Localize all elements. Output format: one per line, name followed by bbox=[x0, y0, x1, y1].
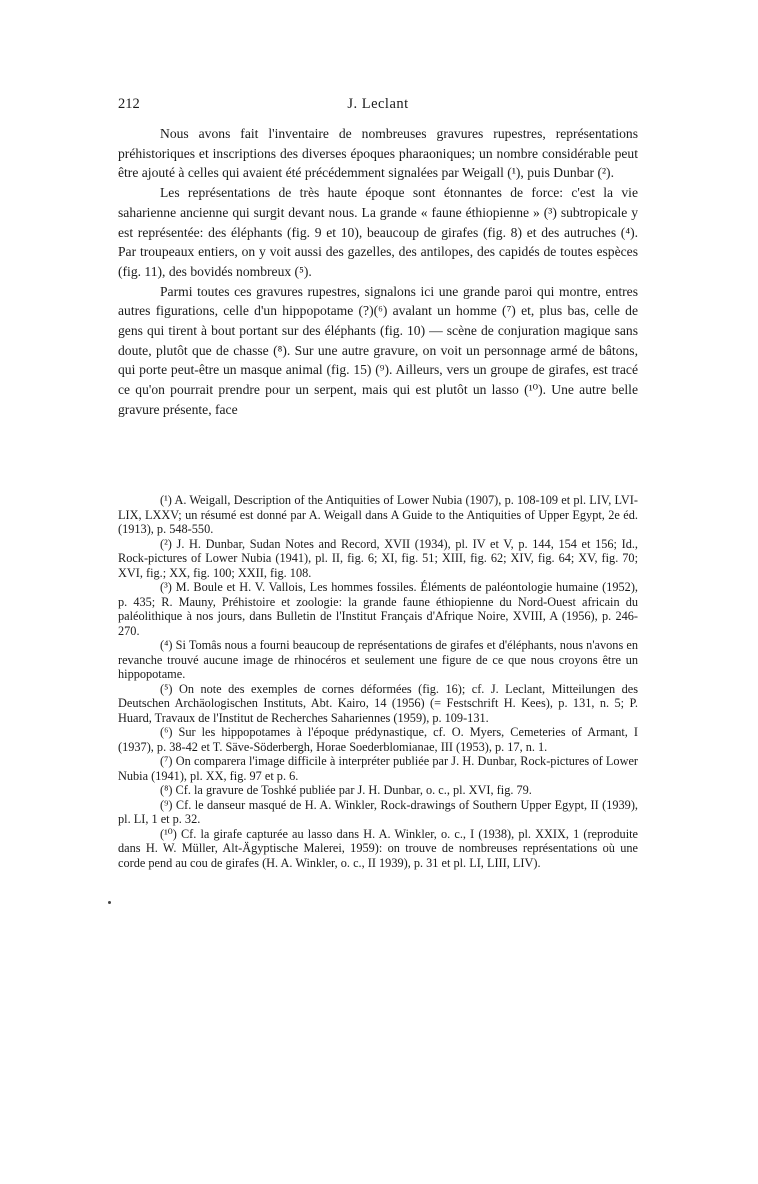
paragraph: Les représentations de très haute époque sont étonnantes de force: c'est la vie saharienne ancienne qui surgit devant nous. La grande « faune éthiopienne » (³) subtropicale y est représentée: des éléphants (fig. 9 et 10), beaucoup de girafes (fig. 8) et des autruches (⁴). Par troupeaux entiers, on y voit aussi des gazelles, des antilopes, des capidés de toutes espèces (fig. 11), des bovidés nombreux (⁵). bbox=[118, 185, 638, 279]
paragraph: Nous avons fait l'inventaire de nombreuses gravures rupestres, représentations préhistoriques et inscriptions des diverses époques pharaoniques; un nombre considérable peut être ajouté à celles qui avaient été précédemment signalées par Weigall (¹), puis Dunbar (²). bbox=[118, 126, 638, 181]
footnote: (⁵) On note des exemples de cornes déformées (fig. 16); cf. J. Leclant, Mitteilungen des Deutschen Archäologischen Instituts, Abt. Kairo, 14 (1956) (= Festschrift H. Kees), p. 131, n. 5; P. Huard, Travaux de l'Institut de Recherches Sahariennes (1959), p. 109-131. bbox=[118, 681, 638, 725]
running-title: J. Leclant bbox=[347, 96, 409, 112]
footnote: (⁷) On comparera l'image difficile à interpréter publiée par J. H. Dunbar, Rock-pictures of Lower Nubia (1941), pl. XX, fig. 97 et p. 6. bbox=[118, 754, 638, 783]
paragraph: Parmi toutes ces gravures rupestres, signalons ici une grande paroi qui montre, entres autres figurations, celle d'un hippopotame (?)(⁶) avalant un homme (⁷) et, plus bas, celle de gens qui tirent à bout portant sur des éléphants (fig. 10) — scène de conjuration magique sans doute, plutôt que de chasse (⁸). Sur une autre gravure, on voit un personnage armé de bâtons, qui porte peut-être un masque animal (fig. 15) (⁹). Ailleurs, vers un groupe de girafes, est tracé ce qu'on pourrait prendre pour un serpent, mais qui est plutôt un lasso (¹⁰). Une autre belle gravure présente, face bbox=[118, 283, 638, 417]
footnote: (¹⁰) Cf. la girafe capturée au lasso dans H. A. Winkler, o. c., I (1938), pl. XXIX, 1 (reproduite dans H. W. Müller, Alt-Ägyptische Malerei, 1959): on trouve de nombreuses représentations où une corde pend au cou de girafes (H. A. Winkler, o. c., II 1939), p. 31 et pl. LI, LIII, LIV). bbox=[118, 826, 638, 870]
running-header bbox=[118, 96, 638, 116]
page-number: 212 bbox=[118, 96, 140, 112]
footnote: (³) M. Boule et H. V. Vallois, Les hommes fossiles. Éléments de paléontologie humaine (1952), p. 435; R. Mauny, Préhistoire et zoologie: la grande faune éthiopienne du Nord-Ouest africain du paléolithique à nos jours, dans Bulletin de l'Institut Français d'Afrique Noire, XVIII, A (1956), p. 246-270. bbox=[118, 580, 638, 638]
footnotes bbox=[118, 493, 638, 870]
footnote: (⁴) Si Tomâs nous a fourni beaucoup de représentations de girafes et d'éléphants, nous n'avons en revanche trouvé aucune image de rhinocéros et seulement une figure de ce que nous croyons être un hippopotame. bbox=[118, 638, 638, 681]
footnote: (⁶) Sur les hippopotames à l'époque prédynastique, cf. O. Myers, Cemeteries of Armant, I (1937), p. 38-42 et T. Säve-Söderbergh, Horae Soederblomianae, III (1953), p. 17, n. 1. bbox=[118, 725, 638, 754]
footnote: (⁸) Cf. la gravure de Toshké publiée par J. H. Dunbar, o. c., pl. XVI, fig. 79. bbox=[160, 783, 532, 797]
footnote: (¹) A. Weigall, Description of the Antiquities of Lower Nubia (1907), p. 108-109 et pl. LIV, LVI-LIX, LXXV; un résumé est donné par A. Weigall dans A Guide to the Antiquities of Upper Egypt, 2e éd. (1913), p. 548-550. bbox=[118, 493, 638, 536]
footnote: (²) J. H. Dunbar, Sudan Notes and Record, XVII (1934), pl. IV et V, p. 144, 154 et 156; Id., Rock-pictures of Lower Nubia (1941), pl. II, fig. 6; XI, fig. 51; XIII, fig. 62; XIV, fig. 64; XV, fig. 70; XVI, fig.; XX, fig. 100; XXII, fig. 108. bbox=[118, 536, 638, 580]
footnote: (⁹) Cf. le danseur masqué de H. A. Winkler, Rock-drawings of Southern Upper Egypt, II (1939), pl. LI, 1 et p. 32. bbox=[118, 797, 638, 826]
main-text bbox=[118, 124, 638, 420]
margin-mark bbox=[108, 901, 111, 904]
